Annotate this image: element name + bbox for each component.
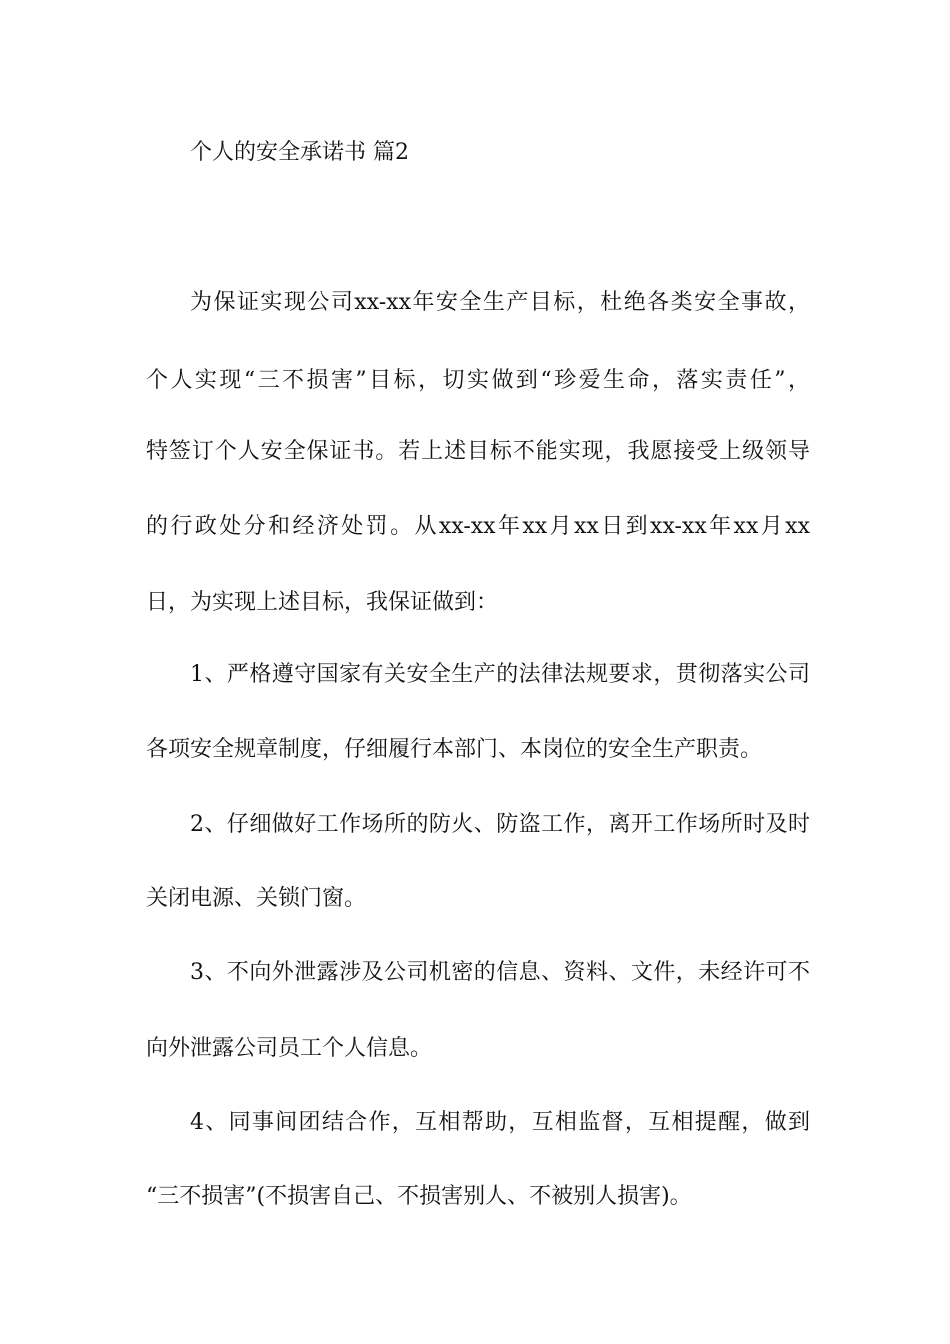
paragraph-3-line-2: 关闭电源、关锁门窗。 [146,886,367,911]
paragraph-1-line-2: 个人实现“三不损害”目标，切实做到“珍爱生命，落实责任”， [146,368,810,393]
paragraph-5-line-2: “三不损害”(不损害自己、不损害别人、不被别人损害)。 [146,1184,692,1209]
paragraph-5-line-1: 4、同事间团结合作，互相帮助，互相监督，互相提醒，做到 [190,1110,810,1135]
document-title: 个人的安全承诺书 篇2 [190,140,409,165]
paragraph-3-line-1: 2、仔细做好工作场所的防火、防盗工作，离开工作场所时及时 [190,812,810,837]
paragraph-4-line-2: 向外泄露公司员工个人信息。 [146,1036,433,1061]
paragraph-1-line-3: 特签订个人安全保证书。若上述目标不能实现，我愿接受上级领导 [146,439,810,464]
paragraph-1-line-5: 日，为实现上述目标，我保证做到： [146,590,499,615]
paragraph-4-line-1: 3、不向外泄露涉及公司机密的信息、资料、文件，未经许可不 [190,960,810,985]
paragraph-2-line-2: 各项安全规章制度，仔细履行本部门、本岗位的安全生产职责。 [146,737,763,762]
paragraph-2-line-1: 1、严格遵守国家有关安全生产的法律法规要求，贯彻落实公司 [190,662,810,687]
paragraph-1-line-1: 为保证实现公司xx-xx年安全生产目标，杜绝各类安全事故， [190,290,810,315]
paragraph-1-line-4: 的行政处分和经济处罚。从xx-xx年xx月xx日到xx-xx年xx月xx [146,514,810,539]
